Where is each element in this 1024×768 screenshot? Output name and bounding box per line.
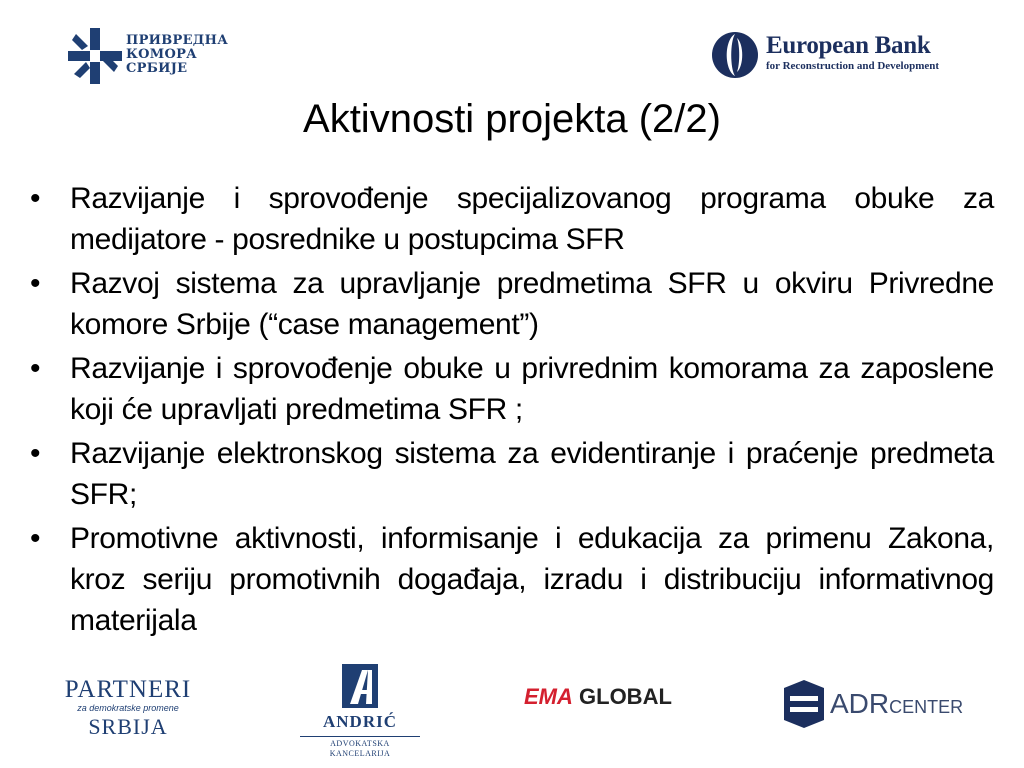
bullet-dot: •: [30, 437, 41, 470]
bullet-item: [30, 518, 994, 641]
ebrd-logo-text: [766, 32, 939, 73]
adr-big-text: ADR: [830, 688, 890, 719]
bullet-item: [30, 348, 994, 430]
bullet-text: Razvijanje i sprovođenje obuke u privrednim komorama za zaposlene koji će upravljati predmetima SFR ;: [70, 352, 994, 426]
bullet-text: Promotivne aktivnosti, informisanje i edukacija za primenu Zakona, kroz seriju promotivnih događaja, izradu i distribuciju informativnog materijala: [70, 522, 994, 637]
ebrd-name: European Bank: [766, 32, 931, 59]
ema-global-logo: [524, 684, 672, 710]
partneri-tagline: za demokratske promene: [77, 703, 179, 713]
ebrd-globe-icon: [710, 30, 760, 80]
ema-text: EMA: [524, 684, 573, 709]
pks-logo-text: [126, 34, 228, 76]
bullet-text: Razvoj sistema za upravljanje predmetima SFR u okviru Privredne komore Srbije (“case management”): [70, 267, 994, 341]
bullet-dot: •: [30, 267, 41, 300]
adr-text: [830, 688, 963, 720]
pks-emblem-icon: [64, 26, 124, 86]
bullet-text: Razvijanje elektronskog sistema za evidentiranje i praćenje predmeta SFR;: [70, 437, 994, 511]
bullet-dot: •: [30, 522, 41, 555]
bullet-item: [30, 178, 994, 260]
bullet-item: [30, 433, 994, 515]
pks-line-2: КОМОРА: [126, 47, 198, 62]
adr-small-text: CENTER: [889, 697, 964, 717]
ebrd-logo: [710, 30, 980, 84]
adr-emblem-icon: [782, 678, 826, 730]
ebrd-subtitle: for Reconstruction and Development: [766, 60, 940, 72]
slide-title: Aktivnosti projekta (2/2): [303, 97, 721, 141]
partneri-srbija: SRBIJA: [88, 714, 168, 739]
bullet-dot: •: [30, 182, 41, 215]
adr-center-logo: [782, 678, 972, 730]
andric-name: ANDRIĆ: [323, 712, 397, 731]
pks-logo: [64, 26, 244, 86]
bullet-item: [30, 263, 994, 345]
andric-subtitle: ADVOKATSKA KANCELARIJA: [300, 736, 420, 759]
andric-logo: [300, 664, 420, 758]
bullet-list: [30, 178, 994, 644]
partneri-srbija-logo: [58, 676, 198, 746]
pks-line-3: СРБИЈЕ: [126, 61, 188, 76]
partneri-name: PARTNERI: [64, 676, 192, 703]
andric-emblem-icon: [342, 664, 378, 708]
bullet-text: Razvijanje i sprovođenje specijalizovanog programa obuke za medijatore - posrednike u postupcima SFR: [70, 182, 994, 256]
bullet-dot: •: [30, 352, 41, 385]
global-text: GLOBAL: [579, 684, 672, 709]
pks-line-1: ПРИВРЕДНА: [126, 33, 229, 48]
